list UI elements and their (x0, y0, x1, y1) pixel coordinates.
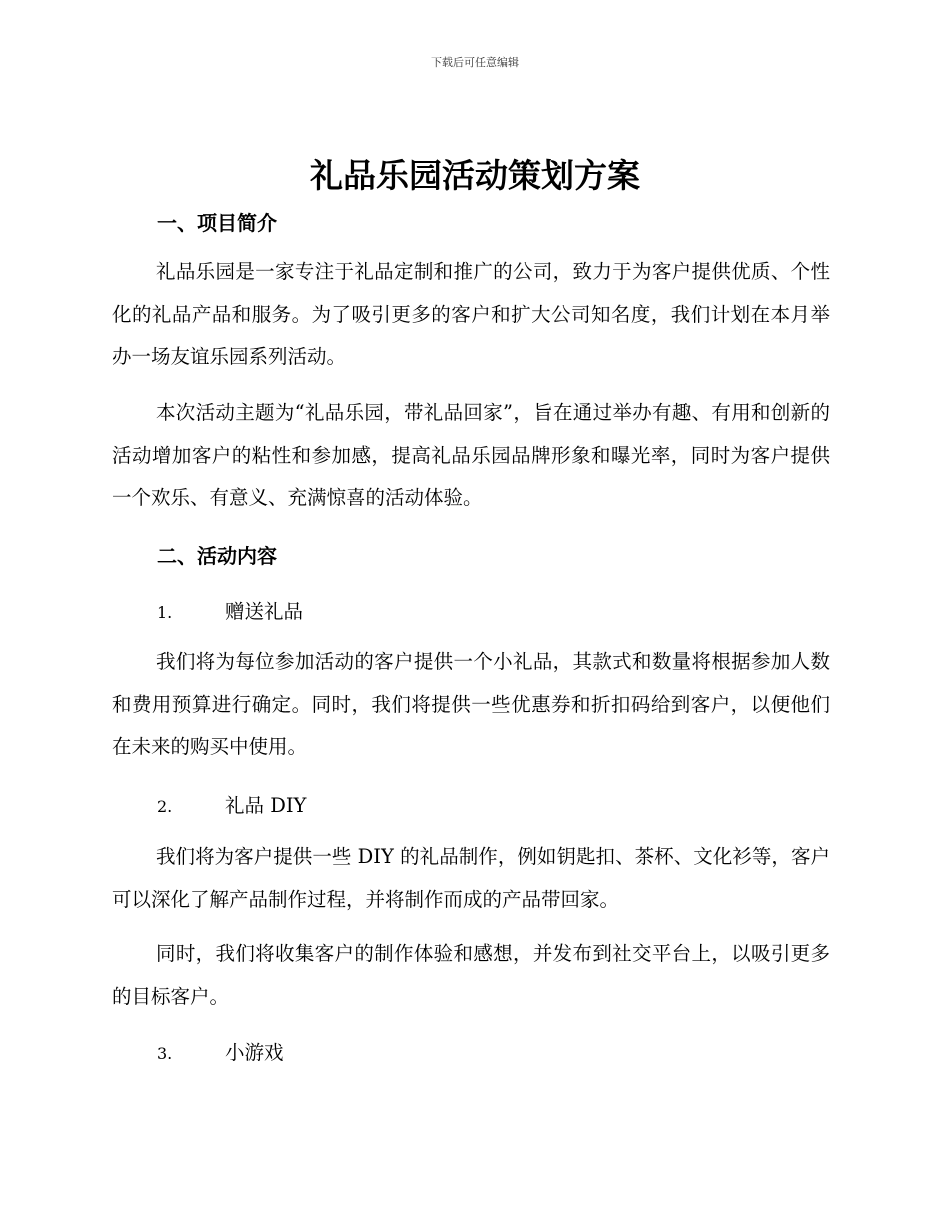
list-label: 礼品 DIY (225, 794, 307, 817)
header-note: 下载后可任意编辑 (431, 56, 519, 69)
paragraph-intro-1: 礼品乐园是一家专注于礼品定制和推广的公司，致力于为客户提供优质、个性化的礼品产品和服务。为了吸引更多的客户和扩大公司知名度，我们计划在本月举办一场友谊乐园系列活动。 (112, 260, 830, 368)
document-title: 礼品乐园活动策划方案 (310, 156, 640, 195)
list-number: 1. (157, 603, 173, 622)
paragraph-diy-2: 同时，我们将收集客户的制作体验和感想，并发布到社交平台上，以吸引更多的目标客户。 (112, 942, 830, 1008)
list-label: 小游戏 (225, 1041, 284, 1064)
list-item-diy (157, 790, 306, 818)
list-number: 3. (157, 1044, 173, 1063)
paragraph-gifts: 我们将为每位参加活动的客户提供一个小礼品，其款式和数量将根据参加人数和费用预算进行确定。同时，我们将提供一些优惠券和折扣码给到客户，以便他们在未来的购买中使用。 (112, 650, 830, 758)
section-heading-intro: 一、项目简介 (157, 211, 277, 235)
paragraph-intro-2: 本次活动主题为“礼品乐园，带礼品回家”，旨在通过举办有趣、有用和创新的活动增加客户的粘性和参加感，提高礼品乐园品牌形象和曝光率，同时为客户提供一个欢乐、有意义、充满惊喜的活动体验。 (112, 401, 830, 509)
list-item-gifts (157, 596, 303, 624)
paragraph-diy-1: 我们将为客户提供一些 DIY 的礼品制作，例如钥匙扣、茶杯、文化衫等，客户可以深化了解产品制作过程，并将制作而成的产品带回家。 (112, 845, 830, 911)
list-label: 赠送礼品 (225, 600, 304, 623)
list-item-games (157, 1037, 284, 1065)
section-heading-content: 二、活动内容 (157, 544, 277, 568)
list-number: 2. (157, 797, 173, 816)
